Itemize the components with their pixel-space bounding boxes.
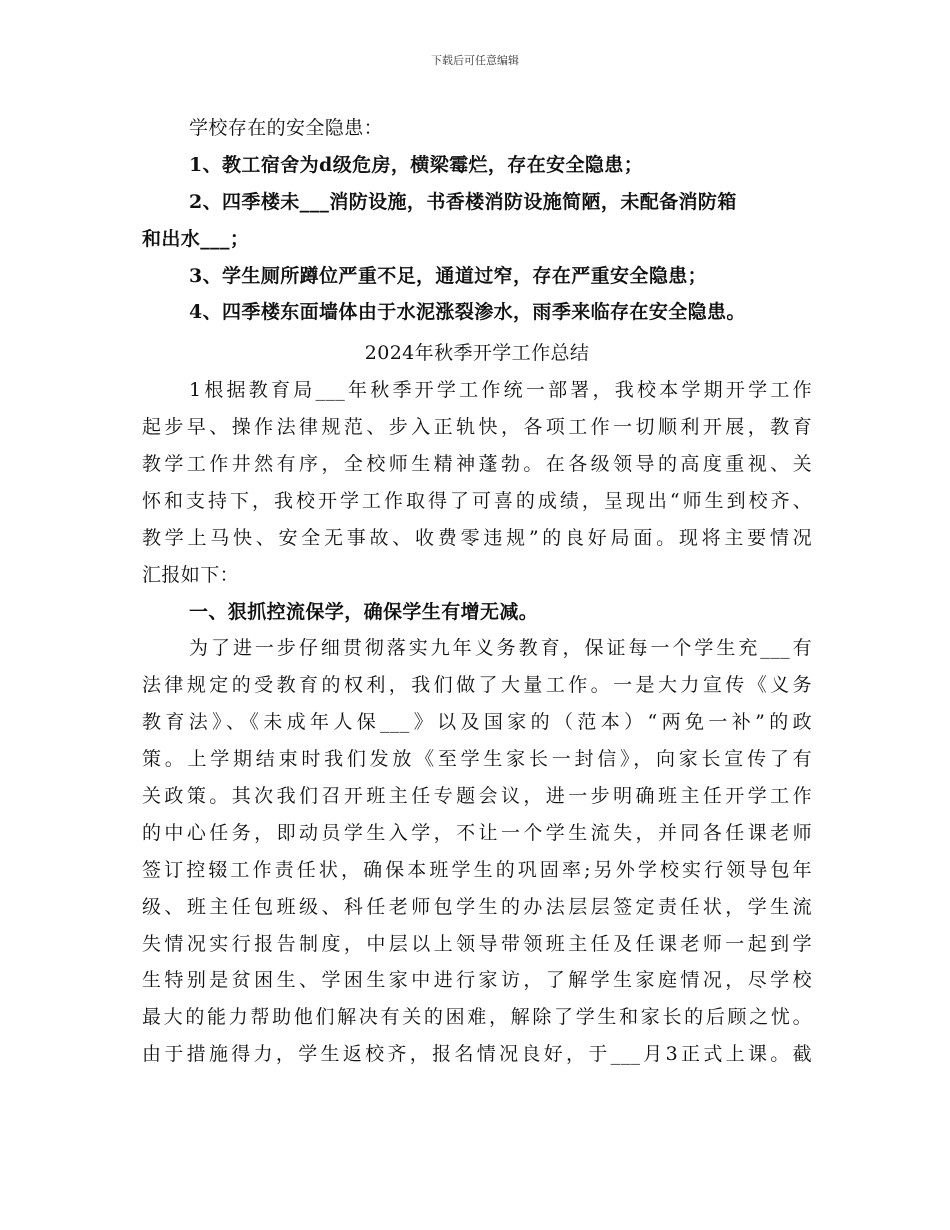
hazard-item-4: 4、四季楼东面墙体由于水泥涨裂渗水，雨季来临存在安全隐患。: [189, 301, 746, 324]
text-line: 为了进一步仔细贯彻落实九年义务教育，保证每一个学生充___有: [189, 637, 812, 660]
paragraph-1: [142, 372, 812, 593]
text-line: 策。上学期结束时我们发放《至学生家长一封信》，向家长宣传了有: [142, 748, 812, 771]
text-line: 签订控辍工作责任状，确保本班学生的巩固率;另外学校实行领导包年: [142, 858, 812, 881]
text-line: 生特别是贫困生、学困生家中进行家访，了解学生家庭情况，尽学校: [142, 969, 812, 992]
text-line: 起步早、操作法律规范、步入正轨快，各项工作一切顺利开展，教育: [142, 416, 812, 439]
page-header: 下载后可任意编辑: [431, 54, 519, 67]
hazard-item-1: 1、教工宿舍为d级危房，横梁霉烂，存在安全隐患；: [189, 153, 644, 176]
hazards-intro: 学校存在的安全隐患：: [189, 117, 384, 139]
text-line: 关政策。其次我们召开班主任专题会议，进一步明确班主任开学工作: [142, 785, 812, 808]
text-line: 由于措施得力，学生返校齐，报名情况良好，于___月3正式上课。截: [142, 1043, 812, 1066]
hazard-item-2-cont: 和出水___；: [142, 227, 250, 250]
paragraph-2: [142, 630, 812, 1073]
text-line: 的中心任务，即动员学生入学，不让一个学生流失，并同各任课老师: [142, 821, 812, 844]
hazard-item-3: 3、学生厕所蹲位严重不足，通道过窄，存在严重安全隐患；: [189, 264, 708, 287]
text-line: 教学上马快、安全无事故、收费零违规”的良好局面。现将主要情况: [142, 526, 812, 549]
text-line: 1根据教育局___年秋季开学工作统一部署，我校本学期开学工作: [189, 379, 812, 402]
text-line: 最大的能力帮助他们解决有关的困难，解除了学生和家长的后顾之忧。: [142, 1006, 812, 1029]
text-line: 法律规定的受教育的权利，我们做了大量工作。一是大力宣传《义务: [142, 674, 812, 697]
hazard-item-2: 2、四季楼未___消防设施，书香楼消防设施简陋，未配备消防箱: [189, 190, 737, 213]
document-body: [142, 110, 812, 1073]
text-line: 怀和支持下，我校开学工作取得了可喜的成绩，呈现出“师生到校齐、: [142, 489, 812, 512]
document-title: 2024年秋季开学工作总结: [364, 342, 590, 365]
text-line: 教育法》、《未成年人保___》以及国家的（范本）“两免一补”的政: [142, 711, 812, 734]
text-line: 汇报如下：: [142, 563, 240, 586]
text-line: 级、班主任包班级、科任老师包学生的办法层层签定责任状，学生流: [142, 895, 812, 918]
section-heading-1: 一、狠抓控流保学，确保学生有增无减。: [189, 600, 539, 623]
text-line: 教学工作井然有序，全校师生精神蓬勃。在各级领导的高度重视、关: [142, 453, 812, 476]
text-line: 失情况实行报告制度，中层以上领导带领班主任及任课老师一起到学: [142, 932, 812, 955]
